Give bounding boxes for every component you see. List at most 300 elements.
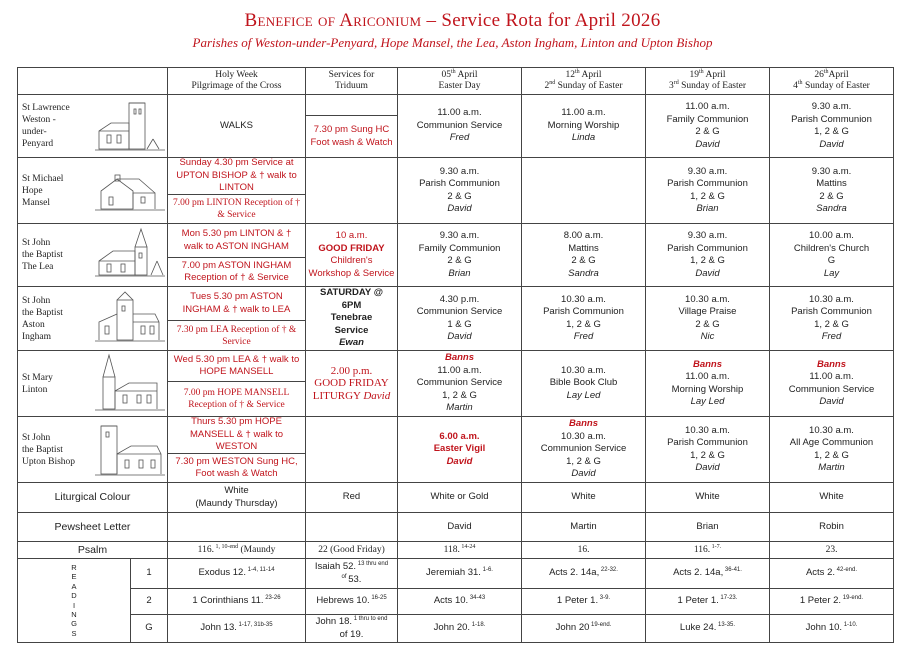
apr5-day: 05 (441, 70, 451, 80)
lea-apr12-rdg: 2 & G (571, 255, 596, 266)
lea-triduum-name: GOOD FRIDAY (318, 242, 385, 254)
lea-holy-week-a: Mon 5.30 pm LINTON & † walk to ASTON INGHAM (181, 228, 292, 252)
upton-apr12 (522, 417, 646, 483)
row-hope (18, 158, 894, 224)
parish-weston-l2: Weston - (22, 115, 56, 125)
lea-apr19 (646, 224, 770, 287)
upton-apr12-rdg: 1, 2 & G (566, 455, 601, 467)
lea-apr12 (522, 224, 646, 287)
rg-hw-s: 1-17, 31b-35 (236, 622, 273, 629)
lea-apr19-who: David (695, 267, 720, 279)
reading-1-apr5 (398, 559, 522, 589)
row-weston (18, 95, 894, 158)
upton-apr26-rdg: 1, 2 & G (814, 449, 849, 461)
r2-a12-s: 3-9. (598, 595, 611, 602)
parish-hope-l3: Mansel (22, 197, 50, 208)
psalm-apr5-n: 118. (443, 544, 460, 555)
apr19-sub-rest: Sunday of Easter (678, 81, 747, 91)
hope-apr5-rdg: 2 & G (447, 190, 472, 202)
parish-aston (18, 287, 168, 351)
linton-holy-week-b: 7.00 pm HOPE MANSELL Reception of † & Service (168, 381, 305, 416)
psalm-triduum: 22 (Good Friday) (306, 542, 398, 559)
aston-apr5 (398, 287, 522, 351)
lea-apr26-time: 10.00 a.m. (809, 230, 854, 241)
hope-apr19-who: Brian (696, 203, 719, 214)
apr5-sub: Easter Day (438, 81, 481, 91)
parish-aston-l4: Ingham (22, 331, 52, 342)
psalm-apr19-n: 116. (693, 544, 711, 555)
linton-triduum-l1: GOOD FRIDAY (314, 377, 389, 390)
upton-holy-week-cell (168, 417, 306, 483)
aston-holy-week-cell (168, 287, 306, 351)
apr12-sup: th (574, 68, 580, 75)
weston-apr5-time: 11.00 a.m. (437, 107, 482, 119)
linton-apr26-banns: Banns (816, 358, 847, 370)
aston-apr12-time: 10.30 a.m. (561, 293, 606, 305)
reading-2-triduum (306, 589, 398, 615)
linton-apr26-svc: Communion Service (788, 383, 875, 395)
parish-hope-l2: Hope (22, 185, 43, 196)
linton-apr5-banns: Banns (444, 352, 475, 364)
colour-holy-week-main: White (224, 485, 249, 496)
readings-letter-a: A (71, 581, 77, 591)
parish-weston-l3: under- (22, 127, 47, 137)
weston-apr5-who: Fred (449, 132, 470, 144)
aston-apr19-rdg: 2 & G (695, 318, 720, 330)
upton-apr12-time: 10.30 a.m. (561, 430, 606, 442)
lea-apr5-svc: Family Communion (418, 242, 501, 254)
apr5-sup: th (450, 68, 456, 75)
colour-apr12: White (522, 483, 646, 513)
psalm-holy-week-rest: (Maundy (238, 544, 276, 555)
linton-triduum-time: 2.00 p.m. (330, 364, 373, 377)
aston-triduum-l3: Tenebrae (330, 312, 373, 324)
lea-holy-week-cell (168, 224, 306, 287)
aston-apr19-svc: Village Praise (678, 306, 737, 317)
linton-apr12-who: Lay Led (566, 389, 601, 401)
pewsheet-apr12: Martin (522, 513, 646, 542)
weston-apr19-rdg: 2 & G (695, 126, 720, 137)
upton-apr26 (770, 417, 894, 483)
apr19-month: April (703, 70, 726, 80)
header-row (18, 68, 894, 95)
upton-apr26-time: 10.30 a.m. (809, 424, 854, 436)
r2-a5-s: 34-43 (468, 595, 486, 602)
church-upton-icon (95, 420, 165, 480)
r1-hw-t: Exodus 12. (198, 567, 246, 579)
readings-letter-i: I (72, 600, 76, 610)
parish-aston-l3: Aston (22, 319, 45, 330)
apr26-sub-num: 4 (793, 81, 798, 91)
apr19-sub-num: 3 (668, 81, 674, 91)
weston-apr12-svc: Morning Worship (547, 119, 620, 131)
r2-a12-t: 1 Peter 1. (556, 595, 599, 607)
linton-apr5-svc: Communion Service (416, 377, 503, 389)
weston-apr19-svc: Family Communion (666, 113, 749, 125)
weston-triduum: 7.30 pm Sung HC Foot wash & Watch (306, 115, 397, 157)
hope-apr19-svc: Parish Communion (667, 178, 748, 189)
upton-apr26-svc: All Age Communion (789, 437, 874, 448)
aston-apr26-svc: Parish Communion (791, 306, 872, 317)
upton-apr19-rdg: 1, 2 & G (690, 449, 725, 461)
upton-holy-week-a: Thurs 5.30 pm HOPE MANSELL & † walk to WESTON (189, 416, 284, 453)
hope-holy-week-cell (168, 158, 306, 224)
header-apr5 (398, 68, 522, 95)
aston-apr12-svc: Parish Communion (543, 306, 624, 317)
hope-apr19 (646, 158, 770, 224)
parish-upton-l3: Upton Bishop (22, 456, 76, 467)
reading-g-apr26 (770, 615, 894, 643)
aston-apr5-time: 4.30 p.m. (439, 293, 480, 305)
weston-apr26-svc: Parish Communion (791, 113, 872, 125)
linton-apr26-who: David (819, 396, 844, 407)
weston-apr12-who: Linda (571, 132, 596, 144)
lea-triduum-desc: Children's Workshop & Service (308, 255, 395, 279)
rg-a5-s: 1-18. (470, 622, 486, 629)
apr26-month: April (828, 70, 849, 80)
upton-apr19 (646, 417, 770, 483)
r2-a19-s: 17-23. (718, 595, 738, 602)
readings-letter-d: D (71, 591, 77, 601)
lea-apr19-svc: Parish Communion (667, 242, 748, 254)
apr12-day: 12 (565, 70, 575, 80)
linton-apr19 (646, 351, 770, 417)
parish-upton-l2: the Baptist (22, 444, 63, 455)
page-title (0, 10, 905, 32)
hope-apr26-rdg: 2 & G (819, 190, 844, 202)
parish-linton (18, 351, 168, 417)
linton-apr5-who: Martin (446, 402, 473, 414)
aston-apr26-rdg: 1, 2 & G (814, 318, 849, 330)
upton-holy-week-b: 7.30 pm WESTON Sung HC, Foot wash & Watch (168, 453, 305, 482)
hope-apr19-time: 9.30 a.m. (687, 165, 728, 177)
hope-holy-week-a: Sunday 4.30 pm Service at UPTON BISHOP & † walk to LINTON (176, 157, 297, 194)
apr19-day: 19 (689, 70, 699, 80)
parish-hope (18, 158, 168, 224)
weston-apr26-who: David (819, 138, 844, 150)
r1-tr-t: Isaiah 52. (314, 561, 357, 572)
linton-triduum-l2: LITURGY (312, 389, 364, 402)
header-holy-week-l1: Holy Week (215, 70, 258, 80)
r2-a26-s: 19-end. (841, 595, 864, 602)
linton-apr19-who: Lay Led (690, 396, 725, 407)
hope-apr26 (770, 158, 894, 224)
hope-apr26-who: Sandra (816, 203, 847, 214)
reading-2-apr12 (522, 589, 646, 615)
pewsheet-label: Pewsheet Letter (18, 513, 168, 542)
lea-apr26 (770, 224, 894, 287)
aston-apr12-rdg: 1, 2 & G (566, 318, 601, 330)
r2-a26-t: 1 Peter 2. (799, 595, 842, 607)
lea-holy-week-b: 7.00 pm ASTON INGHAM Reception of † & Service (168, 257, 305, 286)
rg-a26-s: 1-10. (842, 622, 858, 629)
upton-apr5-svc: Easter Vigil (433, 443, 486, 455)
lea-triduum (306, 224, 398, 287)
r1-a5-s: 1-6. (480, 567, 493, 574)
parish-linton-name (22, 372, 53, 396)
parish-hope-name (22, 173, 63, 209)
rg-a12-t: John 20 (555, 622, 590, 634)
aston-triduum-l4: Service (334, 324, 369, 336)
row-reading-1 (18, 559, 894, 589)
title-benefice: Benefice of Ariconium (244, 10, 422, 31)
r1-tr-t3: 53. (348, 573, 362, 585)
aston-apr19 (646, 287, 770, 351)
linton-apr5-time: 11.00 a.m. (437, 364, 482, 376)
r1-a26-t: Acts 2. (805, 567, 835, 579)
hope-triduum (306, 158, 398, 224)
lea-apr12-time: 8.00 a.m. (563, 230, 604, 241)
readings-letter-r: R (71, 562, 77, 572)
weston-apr12 (522, 95, 646, 158)
hope-holy-week-b: 7.00 pm LINTON Reception of † & Service (168, 194, 305, 223)
reading-1-apr19 (646, 559, 770, 589)
reading-2-apr5 (398, 589, 522, 615)
row-linton (18, 351, 894, 417)
linton-apr5 (398, 351, 522, 417)
colour-apr19: White (646, 483, 770, 513)
pewsheet-holy-week (168, 513, 306, 542)
parish-lea-l3: The Lea (22, 262, 54, 272)
parish-lea-l1: St John (22, 238, 51, 248)
reading-g-apr5 (398, 615, 522, 643)
readings-vertical-label (18, 559, 131, 643)
apr26-day: 26 (814, 70, 824, 80)
parish-aston-l1: St John (22, 295, 51, 306)
rg-a5-t: John 20. (433, 622, 471, 634)
hope-apr5-svc: Parish Communion (419, 178, 500, 189)
linton-apr12-time: 10.30 a.m. (561, 364, 606, 376)
linton-apr12 (522, 351, 646, 417)
upton-apr5 (398, 417, 522, 483)
r1-a19-t: Acts 2. 14a, (673, 567, 724, 579)
upton-apr5-who: David (446, 455, 473, 467)
parish-upton-l1: St John (22, 432, 51, 443)
r2-a19-t: 1 Peter 1. (677, 595, 719, 607)
rg-hw-t: John 13. (200, 622, 237, 634)
title-rota: – Service Rota for April 2026 (421, 10, 661, 31)
colour-triduum: Red (306, 483, 398, 513)
readings-letter-s: S (71, 628, 77, 638)
parish-weston-name (22, 102, 70, 150)
church-hope-icon (95, 165, 165, 217)
parish-weston-l4: Penyard (22, 139, 54, 149)
weston-triduum-cell (306, 95, 398, 158)
pewsheet-apr26: Robin (770, 513, 894, 542)
psalm-apr19-sup: 1-7. (710, 543, 722, 550)
lea-apr5-rdg: 2 & G (447, 255, 472, 266)
upton-apr12-banns: Banns (568, 418, 599, 430)
parish-upton (18, 417, 168, 483)
linton-apr19-time: 11.00 a.m. (685, 371, 730, 382)
upton-triduum (306, 417, 398, 483)
weston-apr26-rdg: 1, 2 & G (814, 126, 849, 137)
aston-triduum-who: Ewan (339, 337, 364, 349)
r1-hw-s: 1-4, 11-14 (245, 567, 275, 574)
parish-lea-l2: the Baptist (22, 250, 63, 260)
row-lea (18, 224, 894, 287)
rota-table (17, 67, 894, 643)
header-triduum-l1: Services for (328, 70, 375, 80)
colour-holy-week (168, 483, 306, 513)
apr5-month: April (455, 70, 478, 80)
apr12-month: April (579, 70, 602, 80)
church-weston-icon (95, 97, 165, 155)
header-triduum-l2: Triduum (335, 81, 368, 91)
reading-2-label: 2 (131, 589, 168, 615)
header-corner (18, 68, 168, 95)
row-pewsheet (18, 513, 894, 542)
pewsheet-triduum (306, 513, 398, 542)
reading-1-holy-week (168, 559, 306, 589)
reading-1-triduum (306, 559, 398, 589)
upton-apr26-who: Martin (818, 462, 845, 473)
lea-apr19-rdg: 1, 2 & G (690, 255, 725, 266)
parish-lea-name (22, 237, 63, 273)
upton-apr19-who: David (695, 462, 720, 473)
upton-apr12-who: David (571, 468, 596, 480)
colour-apr26: White (770, 483, 894, 513)
header-triduum (306, 68, 398, 95)
apr19-sub-sup: rd (673, 79, 679, 86)
rg-a26-t: John 10. (805, 622, 843, 634)
row-upton (18, 417, 894, 483)
psalm-holy-week-sup: 1, 10-end (213, 543, 239, 550)
linton-triduum-who: David (363, 389, 391, 402)
parish-upton-name (22, 432, 75, 468)
aston-apr19-time: 10.30 a.m. (685, 293, 730, 305)
row-psalm (18, 542, 894, 559)
header-holy-week-l2: Pilgrimage of the Cross (191, 81, 282, 91)
weston-apr26-time: 9.30 a.m. (811, 101, 852, 112)
aston-apr5-svc: Communion Service (416, 306, 503, 317)
header-holy-week (168, 68, 306, 95)
psalm-apr12: 16. (522, 542, 646, 559)
r1-tr-s: 13 thru end (356, 560, 389, 567)
weston-apr5-svc: Communion Service (416, 119, 503, 131)
colour-apr5: White or Gold (398, 483, 522, 513)
pewsheet-apr5: David (398, 513, 522, 542)
hope-apr5-who: David (447, 203, 472, 214)
lea-apr26-svc: Children's Church (793, 242, 870, 254)
psalm-apr19 (646, 542, 770, 559)
upton-apr19-svc: Parish Communion (667, 437, 748, 448)
reading-1-label: 1 (131, 559, 168, 589)
apr26-sub-rest: Sunday of Easter (802, 81, 870, 91)
aston-apr12-who: Fred (573, 331, 594, 342)
hope-apr5-time: 9.30 a.m. (439, 165, 480, 177)
rg-a19-s: 13-35. (716, 622, 736, 629)
parish-linton-l2: Linton (22, 384, 48, 395)
r1-a26-s: 42-end. (835, 567, 858, 574)
parish-weston-l1: St Lawrence (22, 103, 70, 113)
hope-apr5 (398, 158, 522, 224)
church-lea-icon (95, 227, 165, 283)
header-apr26 (770, 68, 894, 95)
aston-apr26-time: 10.30 a.m. (809, 293, 854, 305)
parish-linton-l1: St Mary (22, 372, 53, 383)
psalm-holy-week (168, 542, 306, 559)
aston-apr26 (770, 287, 894, 351)
psalm-label: Psalm (18, 542, 168, 559)
parish-aston-l2: the Baptist (22, 307, 63, 318)
hope-apr19-rdg: 1, 2 & G (690, 190, 725, 202)
weston-holy-week: WALKS (168, 95, 306, 158)
colour-holy-week-sub: (Maundy Thursday) (195, 497, 278, 509)
reading-2-apr26 (770, 589, 894, 615)
r2-hw-s: 23-26 (263, 595, 281, 602)
linton-apr19-banns: Banns (692, 358, 723, 370)
apr12-sub-sup: nd (549, 79, 556, 86)
readings-letter-n: N (71, 609, 77, 619)
reading-g-triduum (306, 615, 398, 643)
aston-apr5-rdg: 1 & G (447, 318, 472, 330)
apr19-sup: th (698, 68, 704, 75)
readings-letter-g: G (71, 619, 77, 629)
page-subtitle: Parishes of Weston-under-Penyard, Hope Mansel, the Lea, Aston Ingham, Linton and Upton Bishop (192, 35, 713, 50)
r2-hw-t: 1 Corinthians 11. (192, 595, 264, 607)
rg-a12-s: 19-end. (589, 622, 612, 629)
linton-holy-week-a: Wed 5.30 pm LEA & † walk to HOPE MANSELL (173, 353, 300, 377)
psalm-apr5 (398, 542, 522, 559)
reading-1-apr26 (770, 559, 894, 589)
psalm-apr5-sup: 14-24 (459, 543, 476, 550)
upton-apr12-svc: Communion Service (540, 443, 627, 455)
aston-triduum-l1: SATURDAY @ (320, 287, 383, 299)
linton-holy-week-cell (168, 351, 306, 417)
header-apr12 (522, 68, 646, 95)
weston-apr19-time: 11.00 a.m. (685, 101, 730, 112)
linton-triduum (306, 351, 398, 417)
apr26-sup: th (823, 68, 829, 75)
rg-tr-t3: of 19. (339, 628, 364, 640)
r2-tr-t: Hebrews 10. (316, 595, 370, 607)
row-colour (18, 483, 894, 513)
hope-apr26-svc: Mattins (816, 178, 847, 189)
colour-label: Liturgical Colour (18, 483, 168, 513)
lea-apr5-who: Brian (448, 267, 471, 279)
weston-apr19 (646, 95, 770, 158)
weston-apr26 (770, 95, 894, 158)
weston-apr5 (398, 95, 522, 158)
readings-letter-e: E (71, 572, 77, 582)
pewsheet-apr19: Brian (646, 513, 770, 542)
weston-apr19-who: David (695, 138, 720, 150)
linton-apr19-svc: Morning Worship (671, 383, 744, 395)
r1-a12-t: Acts 2. 14a, (549, 567, 600, 579)
aston-apr26-who: Fred (821, 331, 842, 342)
parish-aston-name (22, 295, 63, 343)
apr26-sub-sup: th (797, 79, 803, 86)
lea-triduum-time: 10 a.m. (335, 230, 368, 241)
linton-apr12-svc: Bible Book Club (549, 377, 618, 389)
rg-tr-t: John 18. (315, 616, 353, 627)
linton-apr26 (770, 351, 894, 417)
lea-apr5-time: 9.30 a.m. (439, 230, 480, 241)
r2-a5-t: Acts 10. (433, 595, 469, 607)
psalm-holy-week-n: 116. (197, 544, 214, 555)
lea-apr12-svc: Mattins (568, 242, 599, 254)
row-aston (18, 287, 894, 351)
aston-holy-week-a: Tues 5.30 pm ASTON INGHAM & † walk to LEA (182, 291, 291, 315)
aston-apr12 (522, 287, 646, 351)
lea-apr26-who: Lay (823, 267, 840, 279)
r1-a5-t: Jeremiah 31. (426, 567, 481, 579)
hope-apr12 (522, 158, 646, 224)
aston-apr19-who: Nic (700, 331, 715, 342)
apr12-sub-rest: Sunday of Easter (555, 81, 623, 91)
reading-g-apr12 (522, 615, 646, 643)
